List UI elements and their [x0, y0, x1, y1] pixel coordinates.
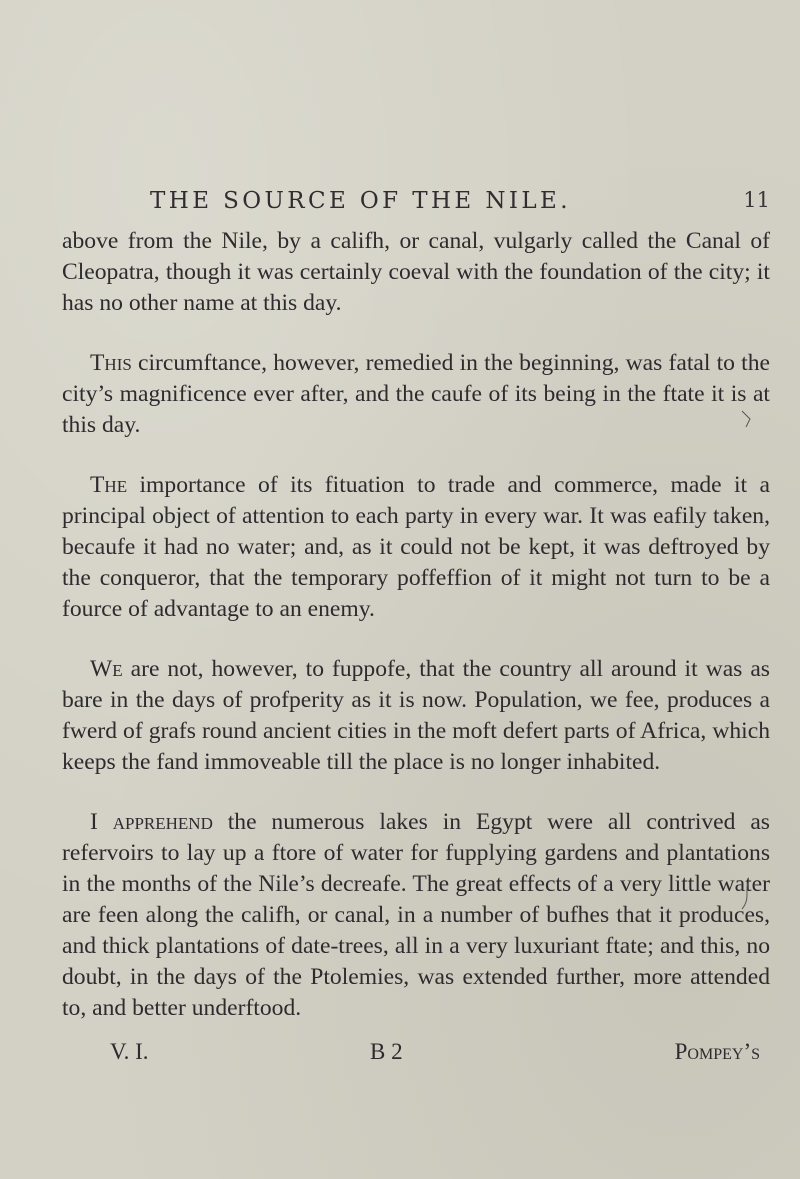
- running-head: [150, 188, 770, 218]
- volume-signature: V. I.: [110, 1039, 149, 1064]
- paragraph-text: are not, however, to fuppofe, that the country all around it was as bare in the days of profperity as it is now. Population, we fee, produces a fwerd of grafs round ancient cities in the moft defert parts of Africa, which keeps the fand immoveable till the place is no longer inhabited.: [62, 656, 770, 775]
- paragraph-3: [62, 470, 770, 625]
- margin-pencil-mark: [740, 880, 752, 910]
- gathering-mark: B 2: [370, 1039, 403, 1064]
- paragraph-lead: The: [90, 472, 128, 498]
- margin-pencil-mark: [740, 410, 752, 428]
- paragraph-text: above from the Nile, by a califh, or canal, vulgarly called the Canal of Cleopatra, though it was certainly coeval with the foundation of the city; it has no other name at this day.: [62, 228, 770, 316]
- paragraph-lead: This: [90, 350, 132, 376]
- catchword: Pompey’s: [674, 1039, 760, 1064]
- paragraph-text: the numerous lakes in Egypt were all contrived as refervoirs to lay up a ftore of water for fupplying gardens and plantations in the months of the Nile’s decreafe. The great effects of a very little water are feen along the califh, or canal, in a number of bufhes that it produces, and thick plantations of date-trees, all in a very luxuriant ftate; and this, no doubt, in the days of the Ptolemies, was extended further, more attended to, and better underftood.: [62, 809, 770, 1021]
- paragraph-text: importance of its fituation to trade and commerce, made it a principal object of attention to each party in every war. It was eafily taken, becaufe it had no water; and, as it could not be kept, it was deftroyed by the conqueror, that the temporary poffeffion of it might not turn to be a fource of advantage to an enemy.: [62, 472, 770, 622]
- page-footer: [62, 1039, 770, 1069]
- paragraph-lead: I apprehend: [90, 809, 213, 835]
- page-number: 11: [743, 188, 770, 212]
- paragraph-4: [62, 654, 770, 778]
- paragraph-1: [62, 226, 770, 319]
- paragraph-2: [62, 348, 770, 441]
- paragraph-text: circumftance, however, remedied in the beginning, was fatal to the city’s magnificence ever after, and the caufe of its being in the ftate it is at this day.: [62, 350, 770, 438]
- running-title: THE SOURCE OF THE NILE.: [150, 188, 571, 214]
- paragraph-5: [62, 807, 770, 1024]
- body-text: [62, 226, 770, 1053]
- paragraph-lead: We: [90, 656, 123, 682]
